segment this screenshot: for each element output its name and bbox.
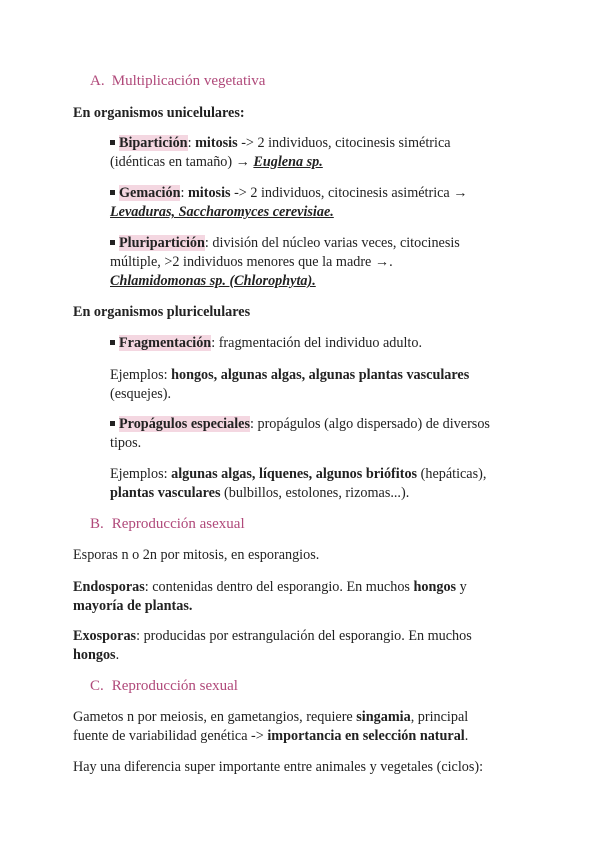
pluricelulares-title: En organismos pluricelulares — [73, 304, 251, 320]
section-a-title: Multiplicación vegetativa — [111, 73, 266, 89]
bullet-square-icon — [110, 140, 115, 145]
unicelulares-title: En organismos unicelulares: — [73, 105, 245, 121]
section-b-heading — [90, 515, 552, 534]
bullet-square-icon — [110, 340, 115, 345]
gemacion-mitosis: mitosis — [187, 185, 231, 201]
section-a-letter: A. — [90, 73, 105, 89]
section-a-heading — [90, 72, 552, 91]
section-c-heading — [90, 677, 552, 696]
fragmentacion-item: Fragmentación: fragmentación del individuo adulto. — [110, 334, 530, 353]
biparticion-mitosis: mitosis — [195, 135, 238, 151]
pluriparticion-item: Pluripartición: división del núcleo varias veces, citocinesis múltiple, >2 individuos menores que la madre →. Chlamidomonas sp. (Chlorophyta). — [110, 235, 460, 289]
gemacion-species: Levaduras, Saccharomyces cerevisiae. — [110, 204, 334, 220]
exosporas-term: Exosporas — [73, 628, 137, 644]
section-c-title: Reproducción sexual — [111, 678, 238, 694]
gametos-paragraph: Gametos n por meiosis, en gametangios, requiere singamia, principal fuente de variabilidad genética -> importancia en selección natural. — [73, 709, 469, 744]
pluriparticion-term: Pluripartición — [119, 235, 205, 251]
biparticion-item: Bipartición: mitosis -> 2 individuos, citocinesis simétrica (idénticas en tamaño) → Euglena sp. — [110, 135, 451, 170]
esporas-paragraph: Esporas n o 2n por mitosis, en esporangios. — [73, 547, 320, 563]
endosporas-term: Endosporas — [73, 579, 145, 595]
propagulos-term: Propágulos especiales — [119, 416, 250, 432]
diferencia-paragraph: Hay una diferencia super importante entre animales y vegetales (ciclos): — [73, 759, 484, 775]
exosporas-paragraph: Exosporas: producidas por estrangulación del esporangio. En muchos hongos. — [73, 628, 472, 663]
section-c-letter: C. — [90, 678, 104, 694]
bullet-square-icon — [110, 240, 115, 245]
propagulos-item: Propágulos especiales: propágulos (algo dispersado) de diversos tipos. — [110, 416, 490, 451]
section-b-letter: B. — [90, 516, 104, 532]
pluriparticion-species: Chlamidomonas sp. (Chlorophyta). — [110, 273, 316, 289]
endosporas-paragraph: Endosporas: contenidas dentro del esporangio. En muchos hongos y mayoría de plantas. — [73, 579, 467, 614]
biparticion-species: Euglena sp. — [253, 154, 323, 170]
gemacion-item: Gemación: mitosis -> 2 individuos, citocinesis asimétrica → Levaduras, Saccharomyces cerevisiae. — [110, 185, 468, 220]
section-b-title: Reproducción asexual — [111, 516, 245, 532]
ejemplos-propagulos: Ejemplos: algunas algas, líquenes, algunos briófitos (hepáticas), plantas vasculares (bulbillos, estolones, rizomas...). — [110, 466, 487, 501]
gemacion-term: Gemación — [119, 185, 181, 201]
biparticion-term: Bipartición — [119, 135, 188, 151]
ejemplos-fragmentacion: Ejemplos: hongos, algunas algas, algunas plantas vasculares (esquejes). — [110, 367, 470, 402]
bullet-square-icon — [110, 190, 115, 195]
bullet-square-icon — [110, 421, 115, 426]
fragmentacion-term: Fragmentación — [119, 335, 212, 351]
